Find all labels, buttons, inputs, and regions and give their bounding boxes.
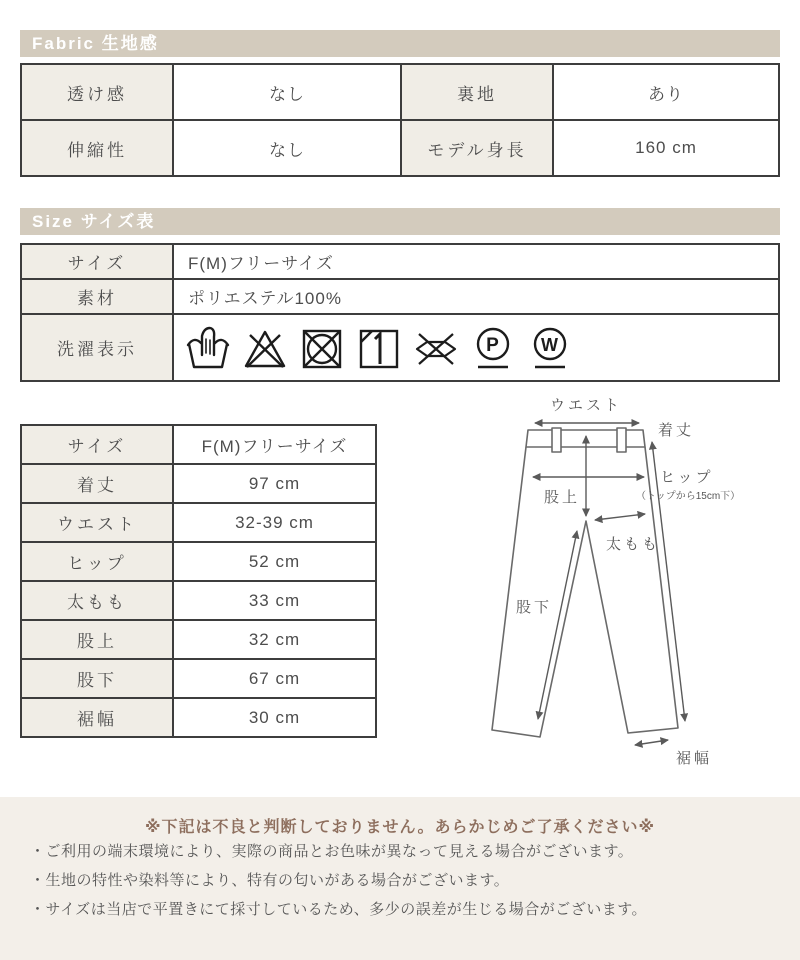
measurement-label-cell: ヒップ bbox=[21, 542, 173, 581]
fabric-value-cell: 160 cm bbox=[553, 120, 779, 176]
notes-title: ※下記は不良と判断しておりません。あらかじめご了承ください※ bbox=[144, 819, 656, 836]
measurement-label-cell: 股上 bbox=[21, 620, 173, 659]
care-label-cell: 洗濯表示 bbox=[21, 314, 173, 381]
fabric-label-cell: 伸縮性 bbox=[21, 120, 173, 176]
wet-clean-w-icon bbox=[528, 324, 572, 372]
size-info-table bbox=[20, 243, 780, 382]
fabric-value-cell: あり bbox=[553, 64, 779, 120]
size-section-header: Size サイズ表 bbox=[20, 208, 780, 235]
table-row bbox=[21, 542, 376, 581]
fabric-section-header: Fabric 生地感 bbox=[20, 30, 780, 57]
fabric-value-cell: なし bbox=[173, 120, 401, 176]
measurement-value-cell: 67 cm bbox=[173, 659, 376, 698]
measurement-value-cell: 52 cm bbox=[173, 542, 376, 581]
do-not-wring-icon bbox=[414, 324, 458, 372]
size-value-cell: F(M)フリーサイズ bbox=[173, 244, 779, 279]
measurement-value-cell: F(M)フリーサイズ bbox=[173, 425, 376, 464]
measurement-label-cell: ウエスト bbox=[21, 503, 173, 542]
thigh-arrow bbox=[595, 514, 645, 520]
table-row bbox=[21, 120, 779, 176]
dry-clean-p-icon bbox=[471, 324, 515, 372]
measurement-label-cell: サイズ bbox=[21, 425, 173, 464]
note-item: ・サイズは当店で平置きにて採寸しているため、多少の誤差が生じる場合がございます。 bbox=[30, 901, 648, 918]
fabric-table bbox=[20, 63, 780, 177]
measurement-value-cell: 30 cm bbox=[173, 698, 376, 737]
note-item: ・ご利用の端末環境により、実際の商品とお色味が異なって見える場合がございます。 bbox=[30, 843, 634, 860]
fabric-label-cell: 透け感 bbox=[21, 64, 173, 120]
note-item: ・生地の特性や染料等により、特有の匂いがある場合がございます。 bbox=[30, 872, 510, 889]
pants-outline bbox=[492, 428, 678, 737]
measurement-label-cell: 太もも bbox=[21, 581, 173, 620]
table-row bbox=[21, 503, 376, 542]
waist-label: ウエスト bbox=[549, 397, 623, 414]
measurement-value-cell: 32-39 cm bbox=[173, 503, 376, 542]
fabric-label-cell: 裏地 bbox=[401, 64, 553, 120]
measurement-label-cell: 股下 bbox=[21, 659, 173, 698]
measurement-value-cell: 32 cm bbox=[173, 620, 376, 659]
hip-note-label: （トップから15cm下） bbox=[636, 491, 741, 502]
measurement-value-cell: 33 cm bbox=[173, 581, 376, 620]
table-row bbox=[21, 464, 376, 503]
measurement-label-cell: 着丈 bbox=[21, 464, 173, 503]
material-label-cell: 素材 bbox=[21, 279, 173, 314]
table-row bbox=[21, 620, 376, 659]
do-not-bleach-icon bbox=[243, 324, 287, 372]
line-dry-in-shade-icon bbox=[357, 324, 401, 372]
dry-clean-letter: P bbox=[486, 334, 500, 356]
measurement-table bbox=[20, 424, 377, 738]
hem-arrow bbox=[635, 740, 668, 745]
do-not-tumble-dry-icon bbox=[300, 324, 344, 372]
material-value-cell: ポリエステル100% bbox=[173, 279, 779, 314]
table-row bbox=[21, 279, 779, 314]
belt-loop bbox=[552, 428, 561, 452]
measurement-value-cell: 97 cm bbox=[173, 464, 376, 503]
table-row bbox=[21, 244, 779, 279]
belt-loop bbox=[617, 428, 626, 452]
thigh-label: 太もも bbox=[606, 536, 661, 553]
hand-wash-icon bbox=[186, 324, 230, 372]
table-row bbox=[21, 581, 376, 620]
rise-label: 股上 bbox=[543, 489, 580, 506]
table-row bbox=[21, 425, 376, 464]
inseam-arrow bbox=[538, 531, 577, 719]
care-icons-row bbox=[186, 324, 777, 372]
table-row bbox=[21, 698, 376, 737]
measurement-label-cell: 裾幅 bbox=[21, 698, 173, 737]
table-row bbox=[21, 659, 376, 698]
length-label: 着丈 bbox=[658, 422, 695, 439]
hip-label: ヒップ bbox=[660, 469, 714, 486]
fabric-value-cell: なし bbox=[173, 64, 401, 120]
wet-clean-letter: W bbox=[541, 334, 559, 355]
pants-measurement-diagram bbox=[420, 390, 800, 780]
fabric-label-cell: モデル身長 bbox=[401, 120, 553, 176]
inseam-label: 股下 bbox=[516, 599, 553, 616]
size-label-cell: サイズ bbox=[21, 244, 173, 279]
care-icons-cell bbox=[173, 314, 779, 381]
table-row bbox=[21, 64, 779, 120]
table-row bbox=[21, 314, 779, 381]
notes-section bbox=[0, 797, 800, 960]
hem-label: 裾幅 bbox=[676, 750, 713, 767]
